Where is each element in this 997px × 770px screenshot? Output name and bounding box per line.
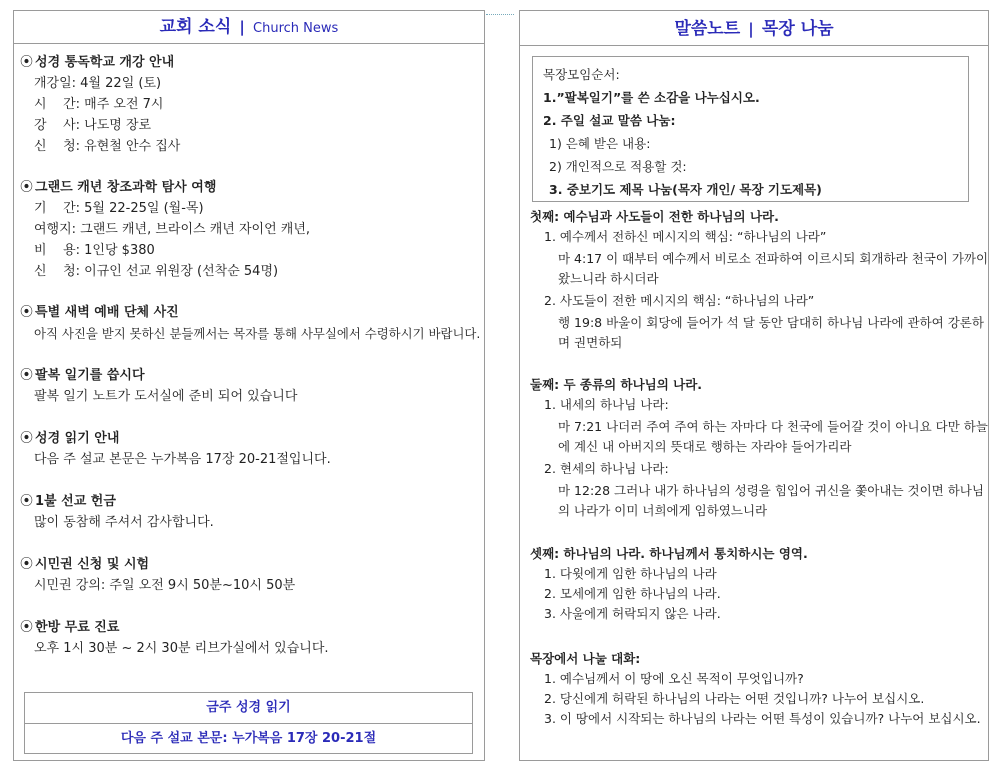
section-point: 2. 모세에게 임한 하나님의 나라. <box>544 586 721 601</box>
circle-bullet-icon: ⦿ <box>20 494 34 509</box>
section-title: 목장에서 나눌 대화: <box>530 651 641 666</box>
verse-text: 마 12:28 그러나 내가 하나님의 성령을 힘입어 귀신을 쫓아내는 것이면 하나님의 나라가 이미 너희에게 임하였느니라 <box>558 483 984 518</box>
section-point: 2. 사도들이 전한 메시지의 핵심: “하나님의 나라” <box>544 293 815 308</box>
title-separator: | <box>748 20 754 38</box>
news-item <box>20 429 490 470</box>
news-item <box>20 178 490 282</box>
news-item-title: 1불 선교 헌금 <box>35 494 116 509</box>
section-point: 3. 사울에게 허락되지 않은 나라. <box>544 606 721 621</box>
section-title: 첫째: 예수님과 사도들이 전한 하나님의 나라. <box>530 209 779 224</box>
news-line: 신 청: 유현철 안수 집사 <box>34 139 181 154</box>
news-item-title: 특별 새벽 예배 단체 사진 <box>35 305 179 320</box>
section-title: 둘째: 두 종류의 하나님의 나라. <box>530 377 703 392</box>
section-second <box>530 375 990 521</box>
verse-text: 마 4:17 이 때부터 예수께서 비로소 전파하여 이르시되 회개하라 천국이 가까이 왔느니라 하시더라 <box>558 251 989 286</box>
section-point: 1. 내세의 하나님 나라: <box>544 397 669 412</box>
news-item-title: 팔복 일기를 씁시다 <box>35 368 145 383</box>
news-item <box>20 618 490 659</box>
news-line: 여행지: 그랜드 캐년, 브라이스 캐년 자이언 캐년, <box>34 222 311 237</box>
verse-text: 행 19:8 바울이 회당에 들어가 석 달 동안 담대히 하나님 나라에 관하여 강론하며 권면하되 <box>558 315 984 350</box>
news-item <box>20 366 490 407</box>
meeting-order-line: 1) 은혜 받은 내용: <box>549 136 651 151</box>
news-line: 다음 주 설교 본문은 누가복음 17장 20-21절입니다. <box>34 452 331 467</box>
bible-reading-box <box>24 692 473 754</box>
news-line: 시 간: 매주 오전 7시 <box>34 97 164 112</box>
church-news-panel <box>13 10 485 761</box>
meeting-order-heading: 목장모임순서: <box>543 67 620 82</box>
news-item-title: 한방 무료 진료 <box>35 620 120 635</box>
circle-bullet-icon: ⦿ <box>20 305 34 320</box>
news-line: 오후 1시 30분 ~ 2시 30분 리브가실에서 있습니다. <box>34 641 329 656</box>
news-line: 개강일: 4월 22일 (토) <box>34 76 162 91</box>
section-point: 1. 다윗에게 임한 하나님의 나라 <box>544 566 717 581</box>
meeting-order-line: 3. 중보기도 제목 나눔(목자 개인/ 목장 기도제목) <box>549 182 822 197</box>
news-item <box>20 555 490 596</box>
news-line: 신 청: 이규인 선교 위원장 (선착순 54명) <box>34 264 279 279</box>
sermon-note-header <box>520 11 988 46</box>
news-line: 비 용: 1인당 $380 <box>34 243 155 258</box>
section-point: 2. 현세의 하나님 나라: <box>544 461 669 476</box>
circle-bullet-icon: ⦿ <box>20 180 34 195</box>
section-first <box>530 207 990 353</box>
news-line: 아직 사진을 받지 못하신 분들께서는 목자를 통해 사무실에서 수령하시기 바랍니다. <box>34 326 481 341</box>
news-line: 시민권 강의: 주일 오전 9시 50분~10시 50분 <box>34 578 296 593</box>
circle-bullet-icon: ⦿ <box>20 55 34 70</box>
meeting-order-line: 2) 개인적으로 적용할 것: <box>549 159 687 174</box>
news-item <box>20 492 490 533</box>
news-item-title: 성경 읽기 안내 <box>35 431 120 446</box>
section-title: 셋째: 하나님의 나라. 하나님께서 통치하시는 영역. <box>530 546 808 561</box>
news-line: 기 간: 5월 22-25일 (월-목) <box>34 201 204 216</box>
circle-bullet-icon: ⦿ <box>20 557 34 572</box>
section-talk <box>530 649 990 729</box>
church-news-header <box>14 11 484 44</box>
panel-divider <box>486 14 514 15</box>
meeting-order-line: 2. 주일 설교 말씀 나눔: <box>543 113 676 128</box>
section-third <box>530 544 990 624</box>
meeting-order-line: 1.”팔복일기”를 쓴 소감을 나누십시오. <box>543 90 760 105</box>
news-item-title: 시민권 신청 및 시험 <box>35 557 150 572</box>
sermon-note-subtitle: 목장 나눔 <box>761 19 834 39</box>
sermon-note-panel <box>519 10 989 761</box>
church-news-title: 교회 소식 <box>159 17 232 37</box>
discussion-question: 2. 당신에게 허락된 하나님의 나라는 어떤 것입니까? 나누어 보십시오. <box>544 691 925 706</box>
section-point: 1. 예수께서 전하신 메시지의 핵심: “하나님의 나라” <box>544 229 827 244</box>
bible-reading-title: 금주 성경 읽기 <box>25 693 472 724</box>
news-item-title: 그랜드 캐년 창조과학 탐사 여행 <box>35 180 217 195</box>
circle-bullet-icon: ⦿ <box>20 620 34 635</box>
news-line: 강 사: 나도명 장로 <box>34 118 152 133</box>
bible-reading-text: 다음 주 설교 본문: 누가복음 17장 20-21절 <box>120 731 377 746</box>
circle-bullet-icon: ⦿ <box>20 368 34 383</box>
title-separator: | <box>239 18 245 36</box>
meeting-order-box <box>532 56 969 202</box>
discussion-question: 1. 예수님께서 이 땅에 오신 목적이 무엇입니까? <box>544 671 804 686</box>
circle-bullet-icon: ⦿ <box>20 431 34 446</box>
news-item <box>20 303 490 344</box>
news-item-title: 성경 통독학교 개강 안내 <box>35 55 175 70</box>
church-news-subtitle: Church News <box>253 21 339 36</box>
discussion-question: 3. 이 땅에서 시작되는 하나님의 나라는 어떤 특성이 있습니까? 나누어 보십시오. <box>544 711 981 726</box>
news-item <box>20 53 490 157</box>
sermon-note-title: 말씀노트 <box>674 19 741 39</box>
news-line: 많이 동참해 주셔서 감사합니다. <box>34 515 214 530</box>
verse-text: 마 7:21 나더러 주여 주여 하는 자마다 다 천국에 들어갈 것이 아니요 다만 하늘에 계신 내 아버지의 뜻대로 행하는 자라야 들어가리라 <box>558 419 988 454</box>
news-line: 팔복 일기 노트가 도서실에 준비 되어 있습니다 <box>34 389 298 404</box>
